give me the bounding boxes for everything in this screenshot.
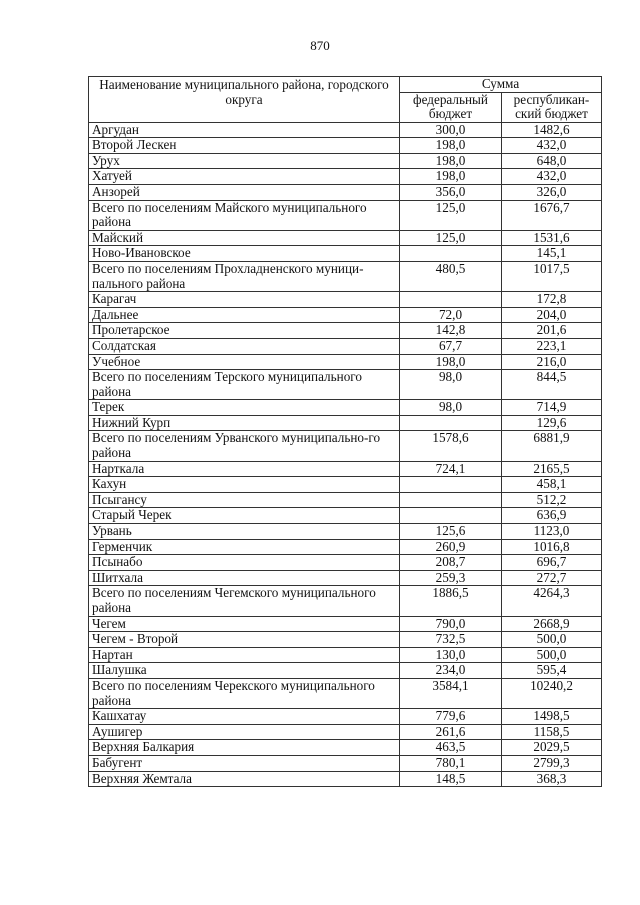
republic-budget-cell: 1158,5 bbox=[502, 724, 602, 740]
republic-budget-cell: 2799,3 bbox=[502, 755, 602, 771]
table-row bbox=[89, 632, 602, 648]
federal-budget-cell: 780,1 bbox=[400, 755, 502, 771]
republic-budget-cell: 1017,5 bbox=[502, 261, 602, 291]
table-row bbox=[89, 709, 602, 725]
republic-budget-cell: 648,0 bbox=[502, 153, 602, 169]
row-name-cell: Аушигер bbox=[89, 724, 400, 740]
row-name-cell: Шитхала bbox=[89, 570, 400, 586]
federal-budget-cell: 790,0 bbox=[400, 616, 502, 632]
table-row bbox=[89, 323, 602, 339]
row-name-cell: Терек bbox=[89, 400, 400, 416]
republic-budget-cell: 2668,9 bbox=[502, 616, 602, 632]
budget-table bbox=[88, 76, 602, 787]
table-row bbox=[89, 755, 602, 771]
republic-budget-cell: 10240,2 bbox=[502, 678, 602, 708]
federal-budget-cell: 779,6 bbox=[400, 709, 502, 725]
republic-budget-cell: 512,2 bbox=[502, 492, 602, 508]
table-row bbox=[89, 647, 602, 663]
row-name-cell: Старый Черек bbox=[89, 508, 400, 524]
table-row bbox=[89, 200, 602, 230]
table-row bbox=[89, 230, 602, 246]
republic-budget-cell: 172,8 bbox=[502, 292, 602, 308]
page-number: 870 bbox=[310, 38, 330, 53]
federal-budget-cell: 3584,1 bbox=[400, 678, 502, 708]
federal-budget-cell: 198,0 bbox=[400, 138, 502, 154]
table-row bbox=[89, 616, 602, 632]
table-row bbox=[89, 461, 602, 477]
republic-budget-cell: 223,1 bbox=[502, 338, 602, 354]
federal-budget-cell: 125,6 bbox=[400, 524, 502, 540]
table-row bbox=[89, 400, 602, 416]
column-header-sum: Сумма bbox=[400, 77, 602, 93]
federal-budget-cell: 148,5 bbox=[400, 771, 502, 787]
republic-budget-cell: 272,7 bbox=[502, 570, 602, 586]
republic-budget-cell: 432,0 bbox=[502, 169, 602, 185]
republic-budget-cell: 1498,5 bbox=[502, 709, 602, 725]
republic-budget-cell: 129,6 bbox=[502, 415, 602, 431]
row-name-cell: Учебное bbox=[89, 354, 400, 370]
republic-budget-cell: 458,1 bbox=[502, 477, 602, 493]
row-name-cell: Нарткала bbox=[89, 461, 400, 477]
federal-budget-cell: 125,0 bbox=[400, 200, 502, 230]
row-name-cell: Чегем - Второй bbox=[89, 632, 400, 648]
table-row bbox=[89, 586, 602, 616]
federal-budget-cell bbox=[400, 477, 502, 493]
row-name-cell: Кахун bbox=[89, 477, 400, 493]
table-row bbox=[89, 292, 602, 308]
federal-budget-cell: 98,0 bbox=[400, 400, 502, 416]
federal-budget-cell: 261,6 bbox=[400, 724, 502, 740]
federal-budget-cell: 198,0 bbox=[400, 169, 502, 185]
republic-budget-cell: 1016,8 bbox=[502, 539, 602, 555]
row-name-cell: Всего по поселениям Майского муниципального района bbox=[89, 200, 400, 230]
table-row bbox=[89, 431, 602, 461]
federal-budget-cell: 1578,6 bbox=[400, 431, 502, 461]
republic-budget-cell: 595,4 bbox=[502, 663, 602, 679]
republic-budget-cell: 2029,5 bbox=[502, 740, 602, 756]
republic-budget-cell: 432,0 bbox=[502, 138, 602, 154]
republic-budget-cell: 4264,3 bbox=[502, 586, 602, 616]
federal-budget-cell: 198,0 bbox=[400, 354, 502, 370]
row-name-cell: Псыгансу bbox=[89, 492, 400, 508]
table-row bbox=[89, 153, 602, 169]
republic-budget-cell: 714,9 bbox=[502, 400, 602, 416]
table-row bbox=[89, 570, 602, 586]
row-name-cell: Хатуей bbox=[89, 169, 400, 185]
table-row bbox=[89, 415, 602, 431]
row-name-cell: Урвань bbox=[89, 524, 400, 540]
table-row bbox=[89, 184, 602, 200]
row-name-cell: Чегем bbox=[89, 616, 400, 632]
table-row bbox=[89, 555, 602, 571]
column-header-name: Наименование муниципального района, городского округа bbox=[89, 77, 400, 123]
republic-budget-cell: 6881,9 bbox=[502, 431, 602, 461]
table-row bbox=[89, 508, 602, 524]
federal-budget-cell: 480,5 bbox=[400, 261, 502, 291]
table-body bbox=[89, 122, 602, 787]
republic-budget-cell: 1531,6 bbox=[502, 230, 602, 246]
republic-budget-cell: 368,3 bbox=[502, 771, 602, 787]
row-name-cell: Всего по поселениям Урванского муниципально-го района bbox=[89, 431, 400, 461]
federal-budget-cell bbox=[400, 508, 502, 524]
federal-budget-cell: 234,0 bbox=[400, 663, 502, 679]
federal-budget-cell: 208,7 bbox=[400, 555, 502, 571]
column-header-republic: республикан-ский бюджет bbox=[502, 92, 602, 122]
table-row bbox=[89, 338, 602, 354]
federal-budget-cell bbox=[400, 492, 502, 508]
table-row bbox=[89, 169, 602, 185]
table-row bbox=[89, 771, 602, 787]
federal-budget-cell: 72,0 bbox=[400, 307, 502, 323]
row-name-cell: Урух bbox=[89, 153, 400, 169]
row-name-cell: Солдатская bbox=[89, 338, 400, 354]
table-row bbox=[89, 524, 602, 540]
republic-budget-cell: 500,0 bbox=[502, 647, 602, 663]
row-name-cell: Бабугент bbox=[89, 755, 400, 771]
republic-budget-cell: 1123,0 bbox=[502, 524, 602, 540]
row-name-cell: Шалушка bbox=[89, 663, 400, 679]
row-name-cell: Всего по поселениям Черекского муниципального района bbox=[89, 678, 400, 708]
republic-budget-cell: 145,1 bbox=[502, 246, 602, 262]
table-header bbox=[89, 77, 602, 123]
table-row bbox=[89, 724, 602, 740]
row-name-cell: Анзорей bbox=[89, 184, 400, 200]
row-name-cell: Всего по поселениям Чегемского муниципального района bbox=[89, 586, 400, 616]
federal-budget-cell: 732,5 bbox=[400, 632, 502, 648]
federal-budget-cell: 130,0 bbox=[400, 647, 502, 663]
row-name-cell: Кашхатау bbox=[89, 709, 400, 725]
federal-budget-cell: 125,0 bbox=[400, 230, 502, 246]
federal-budget-cell: 198,0 bbox=[400, 153, 502, 169]
republic-budget-cell: 500,0 bbox=[502, 632, 602, 648]
row-name-cell: Верхняя Балкария bbox=[89, 740, 400, 756]
row-name-cell: Нижний Курп bbox=[89, 415, 400, 431]
row-name-cell: Верхняя Жемтала bbox=[89, 771, 400, 787]
federal-budget-cell: 356,0 bbox=[400, 184, 502, 200]
republic-budget-cell: 1482,6 bbox=[502, 122, 602, 138]
table-row bbox=[89, 354, 602, 370]
table-row bbox=[89, 477, 602, 493]
table-row bbox=[89, 261, 602, 291]
row-name-cell: Ново-Ивановское bbox=[89, 246, 400, 262]
federal-budget-cell: 259,3 bbox=[400, 570, 502, 586]
republic-budget-cell: 696,7 bbox=[502, 555, 602, 571]
federal-budget-cell: 300,0 bbox=[400, 122, 502, 138]
row-name-cell: Пролетарское bbox=[89, 323, 400, 339]
row-name-cell: Дальнее bbox=[89, 307, 400, 323]
row-name-cell: Всего по поселениям Прохладненского муници-пального района bbox=[89, 261, 400, 291]
row-name-cell: Карагач bbox=[89, 292, 400, 308]
table-row bbox=[89, 122, 602, 138]
federal-budget-cell: 260,9 bbox=[400, 539, 502, 555]
row-name-cell: Нартан bbox=[89, 647, 400, 663]
table-row bbox=[89, 492, 602, 508]
republic-budget-cell: 216,0 bbox=[502, 354, 602, 370]
federal-budget-cell bbox=[400, 292, 502, 308]
republic-budget-cell: 636,9 bbox=[502, 508, 602, 524]
federal-budget-cell bbox=[400, 246, 502, 262]
table-row bbox=[89, 370, 602, 400]
table-row bbox=[89, 740, 602, 756]
republic-budget-cell: 201,6 bbox=[502, 323, 602, 339]
republic-budget-cell: 844,5 bbox=[502, 370, 602, 400]
republic-budget-cell: 326,0 bbox=[502, 184, 602, 200]
table-row bbox=[89, 539, 602, 555]
header-row bbox=[89, 77, 602, 93]
federal-budget-cell: 67,7 bbox=[400, 338, 502, 354]
table-row bbox=[89, 307, 602, 323]
table-row bbox=[89, 678, 602, 708]
row-name-cell: Второй Лескен bbox=[89, 138, 400, 154]
federal-budget-cell: 142,8 bbox=[400, 323, 502, 339]
row-name-cell: Аргудан bbox=[89, 122, 400, 138]
republic-budget-cell: 204,0 bbox=[502, 307, 602, 323]
column-header-federal: федеральный бюджет bbox=[400, 92, 502, 122]
row-name-cell: Псынабо bbox=[89, 555, 400, 571]
federal-budget-cell bbox=[400, 415, 502, 431]
table-row bbox=[89, 138, 602, 154]
row-name-cell: Герменчик bbox=[89, 539, 400, 555]
federal-budget-cell: 463,5 bbox=[400, 740, 502, 756]
republic-budget-cell: 2165,5 bbox=[502, 461, 602, 477]
row-name-cell: Майский bbox=[89, 230, 400, 246]
federal-budget-cell: 1886,5 bbox=[400, 586, 502, 616]
row-name-cell: Всего по поселениям Терского муниципального района bbox=[89, 370, 400, 400]
table-row bbox=[89, 246, 602, 262]
republic-budget-cell: 1676,7 bbox=[502, 200, 602, 230]
federal-budget-cell: 98,0 bbox=[400, 370, 502, 400]
table-row bbox=[89, 663, 602, 679]
federal-budget-cell: 724,1 bbox=[400, 461, 502, 477]
